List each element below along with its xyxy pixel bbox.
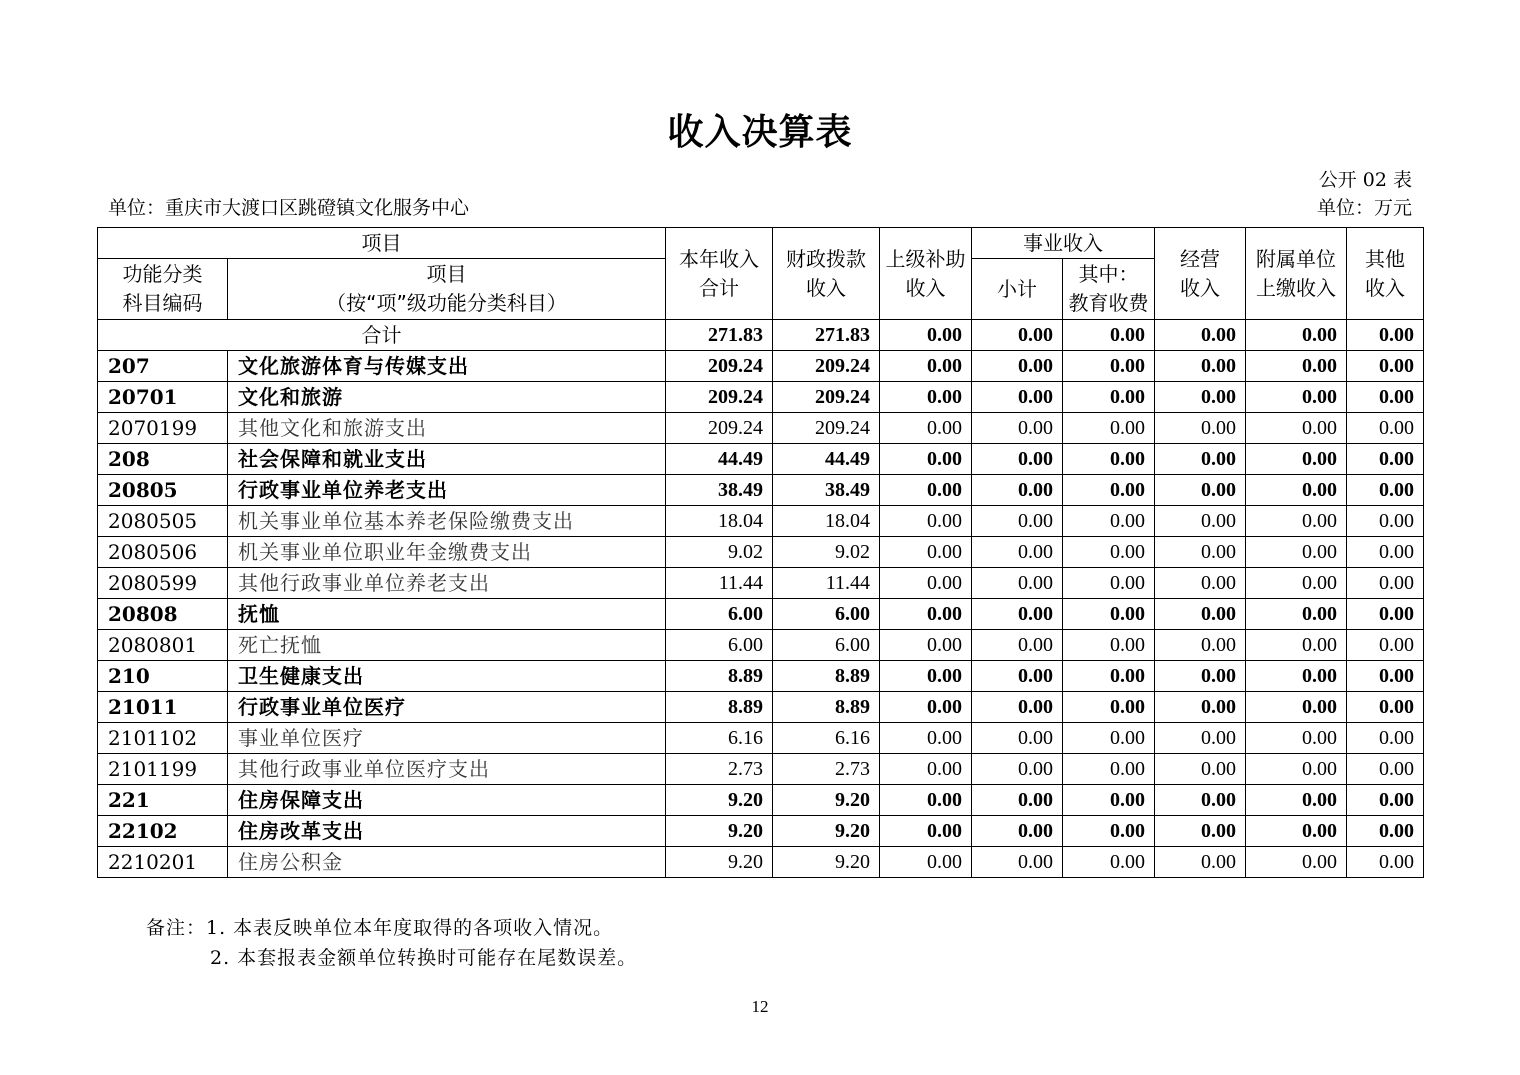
row-value: 0.00 xyxy=(1246,599,1347,630)
row-code: 2080505 xyxy=(98,506,228,537)
row-value: 2.73 xyxy=(773,754,880,785)
row-value: 0.00 xyxy=(1347,382,1424,413)
total-value: 0.00 xyxy=(1347,320,1424,351)
row-value: 0.00 xyxy=(1155,723,1246,754)
row-value: 0.00 xyxy=(1246,630,1347,661)
row-name: 文化和旅游 xyxy=(228,382,666,413)
header-total: 本年收入 合计 xyxy=(666,228,773,320)
row-value: 0.00 xyxy=(1063,785,1155,816)
row-value: 9.20 xyxy=(773,847,880,878)
header-subtotal: 小计 xyxy=(972,259,1063,320)
row-value: 18.04 xyxy=(773,506,880,537)
row-value: 0.00 xyxy=(972,661,1063,692)
row-value: 0.00 xyxy=(880,475,972,506)
row-value: 0.00 xyxy=(1347,475,1424,506)
row-code: 2080801 xyxy=(98,630,228,661)
row-value: 0.00 xyxy=(972,413,1063,444)
row-name: 住房改革支出 xyxy=(228,816,666,847)
row-value: 9.20 xyxy=(773,816,880,847)
row-value: 9.20 xyxy=(666,816,773,847)
row-value: 0.00 xyxy=(972,692,1063,723)
row-value: 0.00 xyxy=(1347,785,1424,816)
row-value: 6.00 xyxy=(773,630,880,661)
table-row xyxy=(98,506,1424,537)
total-value: 271.83 xyxy=(666,320,773,351)
total-value: 0.00 xyxy=(972,320,1063,351)
row-value: 0.00 xyxy=(1063,444,1155,475)
row-value: 0.00 xyxy=(880,599,972,630)
table-row xyxy=(98,661,1424,692)
row-value: 11.44 xyxy=(773,568,880,599)
row-value: 0.00 xyxy=(1246,785,1347,816)
row-code: 22102 xyxy=(98,816,228,847)
row-value: 0.00 xyxy=(1246,754,1347,785)
row-value: 0.00 xyxy=(1155,413,1246,444)
row-value: 0.00 xyxy=(1155,444,1246,475)
row-value: 209.24 xyxy=(666,351,773,382)
row-value: 0.00 xyxy=(1063,847,1155,878)
row-value: 0.00 xyxy=(972,475,1063,506)
row-value: 0.00 xyxy=(1155,351,1246,382)
row-value: 9.20 xyxy=(773,785,880,816)
row-value: 38.49 xyxy=(773,475,880,506)
row-value: 0.00 xyxy=(972,568,1063,599)
table-row xyxy=(98,723,1424,754)
row-value: 0.00 xyxy=(1063,816,1155,847)
row-name: 抚恤 xyxy=(228,599,666,630)
header-affiliate: 附属单位 上缴收入 xyxy=(1246,228,1347,320)
row-value: 0.00 xyxy=(1155,754,1246,785)
row-value: 0.00 xyxy=(1246,816,1347,847)
row-value: 209.24 xyxy=(773,351,880,382)
row-value: 0.00 xyxy=(1246,847,1347,878)
row-value: 0.00 xyxy=(1155,692,1246,723)
table-row xyxy=(98,785,1424,816)
table-row xyxy=(98,692,1424,723)
row-value: 0.00 xyxy=(880,630,972,661)
row-code: 20808 xyxy=(98,599,228,630)
row-code: 208 xyxy=(98,444,228,475)
table-row xyxy=(98,351,1424,382)
row-value: 0.00 xyxy=(1063,754,1155,785)
row-value: 0.00 xyxy=(1347,661,1424,692)
row-value: 0.00 xyxy=(1347,847,1424,878)
row-value: 0.00 xyxy=(972,382,1063,413)
row-name: 住房公积金 xyxy=(228,847,666,878)
header-upper-subsidy: 上级补助 收入 xyxy=(880,228,972,320)
row-value: 0.00 xyxy=(1246,723,1347,754)
row-value: 0.00 xyxy=(972,351,1063,382)
row-value: 0.00 xyxy=(1063,723,1155,754)
row-value: 0.00 xyxy=(972,785,1063,816)
total-value: 271.83 xyxy=(773,320,880,351)
row-value: 0.00 xyxy=(1246,661,1347,692)
note-line-2: 2. 本套报表金额单位转换时可能存在尾数误差。 xyxy=(210,947,638,969)
row-value: 0.00 xyxy=(1063,475,1155,506)
row-value: 6.00 xyxy=(666,630,773,661)
row-value: 0.00 xyxy=(880,413,972,444)
row-name: 行政事业单位医疗 xyxy=(228,692,666,723)
page-number: 12 xyxy=(751,997,769,1016)
total-value: 0.00 xyxy=(1246,320,1347,351)
row-value: 0.00 xyxy=(1246,506,1347,537)
row-value: 0.00 xyxy=(1347,692,1424,723)
row-value: 11.44 xyxy=(666,568,773,599)
row-value: 6.00 xyxy=(666,599,773,630)
header-career-income: 事业收入 xyxy=(972,228,1155,259)
row-value: 0.00 xyxy=(1155,847,1246,878)
row-value: 0.00 xyxy=(880,754,972,785)
header-business: 经营 收入 xyxy=(1155,228,1246,320)
row-code: 20701 xyxy=(98,382,228,413)
row-value: 9.20 xyxy=(666,847,773,878)
row-code: 210 xyxy=(98,661,228,692)
row-value: 0.00 xyxy=(1246,475,1347,506)
total-row xyxy=(98,320,1424,351)
row-value: 0.00 xyxy=(880,351,972,382)
header-func-code: 功能分类 科目编码 xyxy=(98,259,228,320)
row-value: 0.00 xyxy=(972,816,1063,847)
form-number: 公开 02 表 xyxy=(1318,169,1412,191)
row-value: 0.00 xyxy=(1063,661,1155,692)
page-title: 收入决算表 xyxy=(667,112,853,153)
row-value: 9.20 xyxy=(666,785,773,816)
row-value: 0.00 xyxy=(1347,723,1424,754)
row-code: 21011 xyxy=(98,692,228,723)
row-value: 2.73 xyxy=(666,754,773,785)
reporting-unit: 单位：重庆市大渡口区跳磴镇文化服务中心 xyxy=(108,197,470,219)
row-value: 6.16 xyxy=(666,723,773,754)
row-value: 0.00 xyxy=(880,847,972,878)
row-value: 0.00 xyxy=(1155,630,1246,661)
row-value: 8.89 xyxy=(773,661,880,692)
row-value: 0.00 xyxy=(1347,568,1424,599)
row-value: 0.00 xyxy=(1155,475,1246,506)
row-value: 6.00 xyxy=(773,599,880,630)
row-value: 0.00 xyxy=(1063,506,1155,537)
table-row xyxy=(98,382,1424,413)
row-value: 0.00 xyxy=(880,537,972,568)
row-value: 0.00 xyxy=(1155,382,1246,413)
row-value: 0.00 xyxy=(1347,444,1424,475)
row-value: 0.00 xyxy=(880,723,972,754)
row-code: 2080506 xyxy=(98,537,228,568)
total-value: 0.00 xyxy=(880,320,972,351)
row-value: 0.00 xyxy=(972,723,1063,754)
row-value: 209.24 xyxy=(666,382,773,413)
row-value: 0.00 xyxy=(1155,785,1246,816)
row-value: 0.00 xyxy=(880,568,972,599)
table-row xyxy=(98,816,1424,847)
row-value: 0.00 xyxy=(1246,413,1347,444)
row-value: 38.49 xyxy=(666,475,773,506)
row-value: 9.02 xyxy=(773,537,880,568)
row-value: 0.00 xyxy=(1347,754,1424,785)
total-value: 0.00 xyxy=(1063,320,1155,351)
row-value: 0.00 xyxy=(1063,537,1155,568)
row-value: 0.00 xyxy=(1063,351,1155,382)
row-code: 2101199 xyxy=(98,754,228,785)
row-value: 18.04 xyxy=(666,506,773,537)
currency-unit: 单位：万元 xyxy=(1316,197,1412,219)
row-value: 209.24 xyxy=(666,413,773,444)
row-value: 0.00 xyxy=(972,599,1063,630)
row-name: 其他行政事业单位养老支出 xyxy=(228,568,666,599)
row-value: 0.00 xyxy=(1347,351,1424,382)
row-code: 2070199 xyxy=(98,413,228,444)
row-value: 0.00 xyxy=(1246,444,1347,475)
header-item-name: 项目 （按“项”级功能分类科目） xyxy=(228,259,666,320)
row-value: 44.49 xyxy=(773,444,880,475)
table-row xyxy=(98,444,1424,475)
row-value: 209.24 xyxy=(773,382,880,413)
row-value: 6.16 xyxy=(773,723,880,754)
row-name: 卫生健康支出 xyxy=(228,661,666,692)
row-value: 0.00 xyxy=(1347,506,1424,537)
row-code: 20805 xyxy=(98,475,228,506)
total-value: 0.00 xyxy=(1155,320,1246,351)
row-value: 0.00 xyxy=(1246,692,1347,723)
table-row xyxy=(98,599,1424,630)
row-value: 0.00 xyxy=(972,537,1063,568)
table-row xyxy=(98,754,1424,785)
row-value: 0.00 xyxy=(1063,630,1155,661)
notes xyxy=(146,913,637,973)
row-name: 行政事业单位养老支出 xyxy=(228,475,666,506)
row-name: 机关事业单位基本养老保险缴费支出 xyxy=(228,506,666,537)
row-value: 8.89 xyxy=(773,692,880,723)
row-value: 0.00 xyxy=(1063,382,1155,413)
header-row-1 xyxy=(98,228,1424,259)
table-row xyxy=(98,630,1424,661)
row-value: 0.00 xyxy=(1246,537,1347,568)
row-name: 社会保障和就业支出 xyxy=(228,444,666,475)
row-value: 0.00 xyxy=(880,785,972,816)
row-value: 0.00 xyxy=(1347,413,1424,444)
row-value: 0.00 xyxy=(880,506,972,537)
table-row xyxy=(98,475,1424,506)
row-value: 0.00 xyxy=(1155,506,1246,537)
row-value: 0.00 xyxy=(972,847,1063,878)
header-item: 项目 xyxy=(98,228,666,259)
row-value: 0.00 xyxy=(972,444,1063,475)
row-value: 0.00 xyxy=(1063,568,1155,599)
table-row xyxy=(98,537,1424,568)
row-value: 0.00 xyxy=(1063,599,1155,630)
total-label: 合计 xyxy=(98,320,666,351)
row-value: 0.00 xyxy=(880,444,972,475)
table-row xyxy=(98,847,1424,878)
row-value: 209.24 xyxy=(773,413,880,444)
row-value: 0.00 xyxy=(1246,382,1347,413)
header-education-fees: 其中： 教育收费 xyxy=(1063,259,1155,320)
row-value: 0.00 xyxy=(972,630,1063,661)
row-value: 9.02 xyxy=(666,537,773,568)
row-code: 207 xyxy=(98,351,228,382)
row-value: 0.00 xyxy=(880,661,972,692)
row-value: 0.00 xyxy=(1155,661,1246,692)
income-table xyxy=(97,227,1424,878)
row-value: 0.00 xyxy=(972,754,1063,785)
row-value: 0.00 xyxy=(1347,599,1424,630)
row-value: 0.00 xyxy=(1155,599,1246,630)
row-value: 44.49 xyxy=(666,444,773,475)
row-value: 0.00 xyxy=(1347,816,1424,847)
row-value: 0.00 xyxy=(1246,351,1347,382)
table-row xyxy=(98,568,1424,599)
row-value: 0.00 xyxy=(1063,692,1155,723)
note-line-1: 备注：1. 本表反映单位本年度取得的各项收入情况。 xyxy=(146,917,614,939)
row-name: 住房保障支出 xyxy=(228,785,666,816)
row-value: 0.00 xyxy=(1347,630,1424,661)
row-name: 文化旅游体育与传媒支出 xyxy=(228,351,666,382)
row-value: 0.00 xyxy=(1063,413,1155,444)
row-code: 2080599 xyxy=(98,568,228,599)
row-value: 0.00 xyxy=(1246,568,1347,599)
row-value: 8.89 xyxy=(666,692,773,723)
row-value: 0.00 xyxy=(1155,537,1246,568)
row-value: 0.00 xyxy=(1347,537,1424,568)
table-row xyxy=(98,413,1424,444)
row-name: 机关事业单位职业年金缴费支出 xyxy=(228,537,666,568)
row-value: 0.00 xyxy=(1155,816,1246,847)
row-code: 2101102 xyxy=(98,723,228,754)
row-code: 2210201 xyxy=(98,847,228,878)
row-name: 其他文化和旅游支出 xyxy=(228,413,666,444)
row-name: 死亡抚恤 xyxy=(228,630,666,661)
header-fiscal: 财政拨款 收入 xyxy=(773,228,880,320)
row-code: 221 xyxy=(98,785,228,816)
row-value: 0.00 xyxy=(880,816,972,847)
row-value: 8.89 xyxy=(666,661,773,692)
row-name: 其他行政事业单位医疗支出 xyxy=(228,754,666,785)
row-value: 0.00 xyxy=(972,506,1063,537)
header-other: 其他 收入 xyxy=(1347,228,1424,320)
row-value: 0.00 xyxy=(1155,568,1246,599)
row-value: 0.00 xyxy=(880,692,972,723)
row-value: 0.00 xyxy=(880,382,972,413)
row-name: 事业单位医疗 xyxy=(228,723,666,754)
